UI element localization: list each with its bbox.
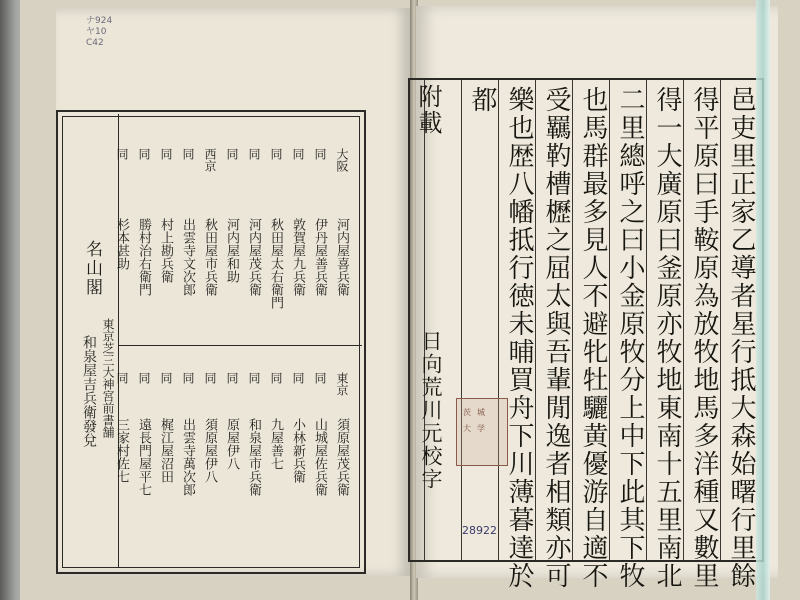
bookseller-place: 同 — [137, 148, 151, 160]
bookseller-place: 同 — [247, 148, 261, 160]
text-column: 得平原曰手鞍原為放牧地馬多洋種又數里 — [689, 86, 719, 590]
column-rule — [683, 80, 684, 560]
catalog-number: 28922 — [462, 524, 497, 537]
bookseller-place: 東京 — [335, 372, 349, 396]
bookseller-name: 出雲寺萬次郎 — [180, 418, 195, 496]
bookseller-name: 勝村治右衛門 — [136, 218, 151, 296]
appendix-label: 附載 — [414, 84, 442, 136]
bookseller-place: 同 — [203, 372, 217, 384]
note-line: C42 — [86, 38, 104, 48]
bookseller-name: 河内屋喜兵衛 — [334, 218, 349, 296]
handwritten-note — [86, 16, 112, 49]
bookseller-name: 村上勘兵衛 — [158, 218, 173, 283]
bookseller-name: 河内屋和助 — [224, 218, 239, 283]
bookseller-place: 同 — [181, 148, 195, 160]
column-rule — [535, 80, 536, 560]
stamp-char: 学 — [477, 424, 485, 433]
bookseller-name: 敦賀屋九兵衛 — [290, 218, 305, 296]
note-line: ヤ10 — [86, 27, 107, 37]
bookseller-name: 伊丹屋善兵衛 — [312, 218, 327, 296]
bookseller-name: 河内屋茂兵衛 — [246, 218, 261, 296]
text-column: 受羈靮槽櫪之屈太與吾輩閒逸者相類亦可 — [541, 86, 571, 590]
stamp-char: 大 — [463, 424, 471, 433]
column-rule — [646, 80, 647, 560]
bookseller-place: 同 — [313, 372, 327, 384]
protective-strip — [756, 0, 770, 600]
bookseller-name: 秋田屋太右衛門 — [268, 218, 283, 309]
bookseller-place: 西京 — [203, 148, 217, 172]
library-stamp — [456, 398, 508, 466]
bookseller-name: 九屋善七 — [268, 418, 283, 470]
bookseller-place: 同 — [313, 148, 327, 160]
bookseller-place: 同 — [225, 148, 239, 160]
text-column: 都 — [467, 86, 497, 114]
bookseller-place: 大阪 — [335, 148, 349, 172]
bookseller-name: 須原屋茂兵衛 — [334, 418, 349, 496]
column-rule — [498, 80, 499, 560]
bookseller-place: 同 — [225, 372, 239, 384]
bookseller-place: 同 — [291, 372, 305, 384]
text-column: 二里總呼之曰小金原牧分上中下此其下牧 — [615, 86, 645, 590]
bookseller-name: 梶江屋沼田 — [158, 418, 173, 483]
bookseller-place: 同 — [269, 372, 283, 384]
bookseller-name: 和泉屋市兵衛 — [246, 418, 261, 496]
text-column: 樂也歴八幡抵行徳未晡買舟下川薄暮達於 — [504, 86, 534, 590]
note-line: ナ924 — [86, 16, 113, 26]
publisher-issuer: 和泉屋吉兵衛發兌 — [81, 335, 97, 447]
bookseller-place: 同 — [269, 148, 283, 160]
bookseller-place: 同 — [291, 148, 305, 160]
stamp-char: 城 — [477, 408, 485, 417]
bookseller-name: 出雲寺文次郎 — [180, 218, 195, 296]
bookseller-place: 同 — [159, 148, 173, 160]
bookseller-name: 小林新兵衛 — [290, 418, 305, 483]
colophon-divider — [118, 345, 362, 346]
bookseller-name: 山城屋佐兵衛 — [312, 418, 327, 496]
bookseller-place: 同 — [137, 372, 151, 384]
column-rule — [572, 80, 573, 560]
bookseller-name: 秋田屋市兵衛 — [202, 218, 217, 296]
bookseller-place: 同 — [181, 372, 195, 384]
text-column: 邑吏里正家乙導者星行抵大森始曙行里餘 — [726, 86, 756, 590]
colophon-left-rule — [118, 114, 119, 568]
bookseller-name: 遠長門屋平七 — [136, 418, 151, 496]
bookseller-name: 杉本甚助 — [114, 218, 129, 270]
bookseller-place: 同 — [115, 372, 129, 384]
publisher-name: 名山閣 — [82, 240, 102, 297]
column-rule — [609, 80, 610, 560]
publisher-address: 東京芝三大神宮前書舗 — [101, 318, 115, 438]
bookseller-name: 三家村佐七 — [114, 418, 129, 483]
text-column: 也馬群最多見人不避牝牡驪黄優游自適不 — [578, 86, 608, 590]
bookseller-place: 同 — [247, 372, 261, 384]
text-column: 得一大廣原曰釜原亦牧地東南十五里南北 — [652, 86, 682, 590]
column-rule — [720, 80, 721, 560]
bookseller-name: 須原屋伊八 — [202, 418, 217, 483]
bookseller-name: 原屋伊八 — [224, 418, 239, 470]
bookseller-place: 同 — [115, 148, 129, 160]
column-rule — [461, 80, 462, 560]
proofreader-credit: 日向荒川元校字 — [419, 330, 443, 491]
bookseller-place: 同 — [159, 372, 173, 384]
stamp-char: 茨 — [463, 408, 471, 417]
